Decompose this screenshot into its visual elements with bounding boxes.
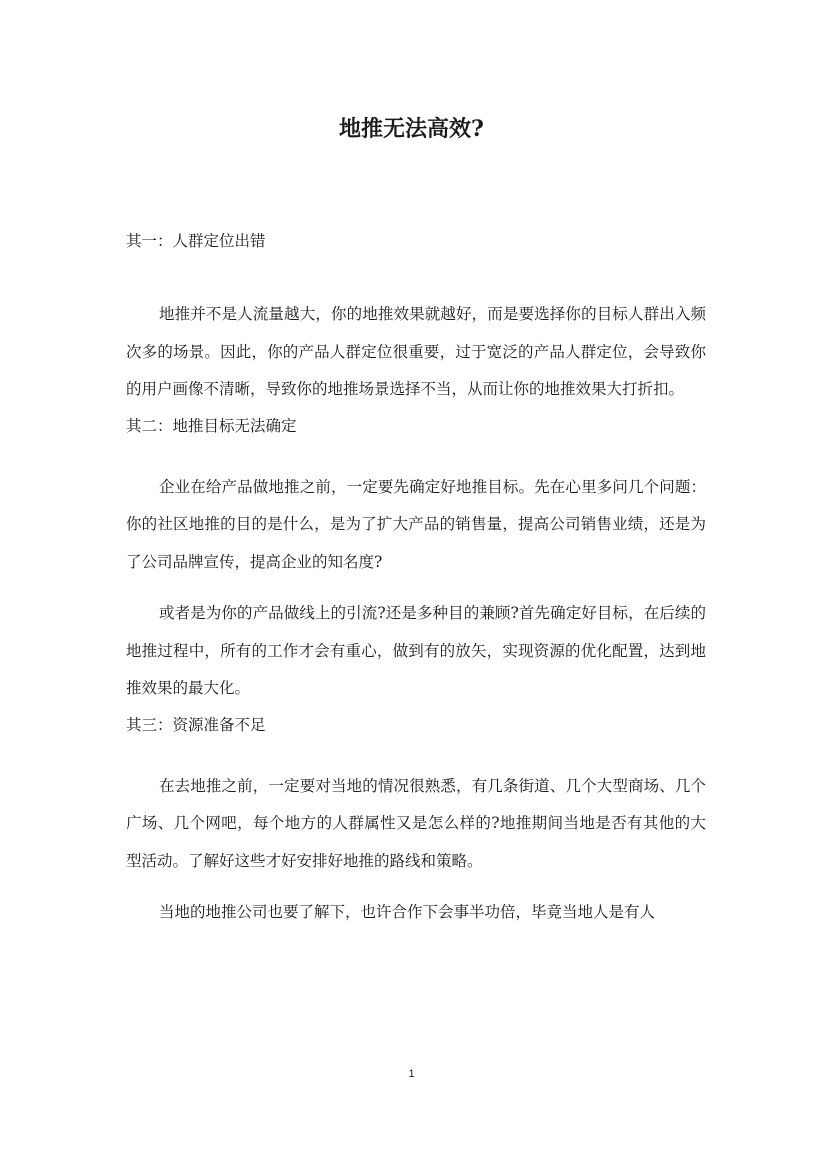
paragraph: 企业在给产品做地推之前，一定要先确定好地推目标。先在心里多问几个问题：你的社区地推的目的是什么，是为了扩大产品的销售量，提高公司销售业绩，还是为了公司品牌宣传，提高企业的知名度? — [126, 477, 706, 571]
page-number: 1 — [408, 1068, 415, 1080]
page-title: 地推无法高效? — [339, 116, 484, 142]
section-heading: 其三：资源准备不足 — [126, 715, 266, 734]
section-heading: 其二：地推目标无法确定 — [126, 416, 297, 435]
paragraph: 或者是为你的产品做线上的引流?还是多种目的兼顾?首先确定好目标，在后续的地推过程中，所有的工作才会有重心，做到有的放矢，实现资源的优化配置，达到地推效果的最大化。 — [126, 604, 706, 697]
document-body — [126, 228, 706, 932]
paragraph: 在去地推之前，一定要对当地的情况很熟悉，有几条街道、几个大型商场、几个广场、几个网吧，每个地方的人群属性又是怎么样的?地推期间当地是否有其他的大型活动。了解好这些才好安排好地推的路线和策略。 — [126, 776, 706, 870]
paragraph: 当地的地推公司也要了解下，也许合作下会事半功倍，毕竟当地人是有人 — [159, 903, 656, 921]
paragraph: 地推并不是人流量越大，你的地推效果就越好，而是要选择你的目标人群出入频次多的场景。因此，你的产品人群定位很重要，过于宽泛的产品人群定位，会导致你的用户画像不清晰，导致你的地推场景选择不当，从而让你的地推效果大打折扣。 — [126, 305, 706, 398]
section-heading: 其一：人群定位出错 — [126, 232, 266, 250]
